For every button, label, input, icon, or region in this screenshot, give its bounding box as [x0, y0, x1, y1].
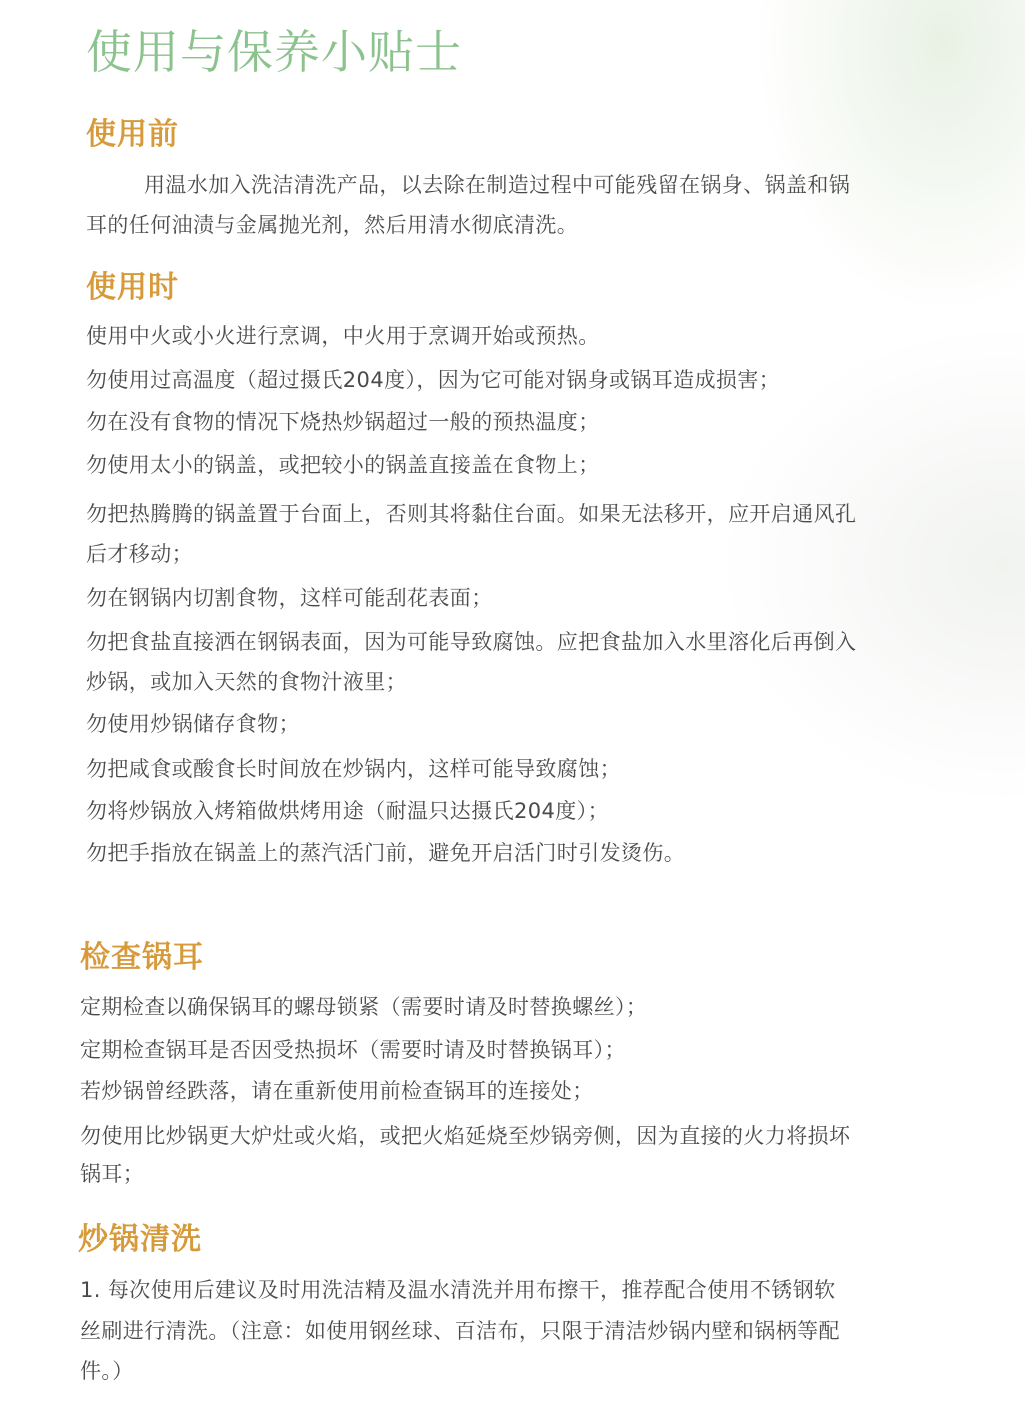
- text-line: 勿把咸食或酸食长时间放在炒锅内，这样可能导致腐蚀；: [86, 757, 621, 781]
- section-heading-during-use: 使用时: [86, 270, 179, 305]
- text-line: 勿在钢锅内切割食物，这样可能刮花表面；: [86, 586, 493, 610]
- text-line: 勿把食盐直接洒在钢锅表面，因为可能导致腐蚀。应把食盐加入水里溶化后再倒入: [86, 630, 857, 654]
- text-line: 锅耳；: [80, 1162, 145, 1186]
- text-line: 用温水加入洗洁清洗产品，以去除在制造过程中可能残留在锅身、锅盖和锅: [144, 173, 851, 197]
- text-line: 炒锅，或加入天然的食物汁液里；: [86, 670, 407, 694]
- text-line: 若炒锅曾经跌落，请在重新使用前检查锅耳的连接处；: [80, 1079, 594, 1103]
- section-heading-check-handles: 检查锅耳: [80, 940, 204, 975]
- text-line: 定期检查以确保锅耳的螺母锁紧（需要时请及时替换螺丝）；: [80, 995, 648, 1019]
- text-line: 勿把热腾腾的锅盖置于台面上，否则其将黏住台面。如果无法移开，应开启通风孔: [86, 502, 857, 526]
- text-line: 1. 每次使用后建议及时用洗洁精及温水清洗并用布擦干，推荐配合使用不锈钢软: [80, 1278, 836, 1302]
- text-line: 勿使用太小的锅盖，或把较小的锅盖直接盖在食物上；: [86, 453, 600, 477]
- text-line: 定期检查锅耳是否因受热损坏（需要时请及时替换锅耳）；: [80, 1038, 626, 1062]
- text-line: 勿将炒锅放入烤箱做烘烤用途（耐温只达摄氏204度）；: [86, 799, 609, 823]
- text-line: 丝刷进行清洗。（注意：如使用钢丝球、百洁布，只限于清洁炒锅内壁和锅柄等配: [80, 1319, 840, 1343]
- text-line: 勿把手指放在锅盖上的蒸汽活门前，避免开启活门时引发烫伤。: [86, 841, 686, 865]
- page-title: 使用与保养小贴士: [86, 25, 462, 79]
- text-line: 使用中火或小火进行烹调，中火用于烹调开始或预热。: [86, 324, 600, 348]
- text-line: 勿使用炒锅储存食物；: [86, 712, 300, 736]
- text-line: 勿在没有食物的情况下烧热炒锅超过一般的预热温度；: [86, 410, 600, 434]
- text-line: 耳的任何油渍与金属抛光剂，然后用清水彻底清洗。: [86, 213, 579, 237]
- text-line: 后才移动；: [86, 542, 193, 566]
- text-line: 件。）: [80, 1359, 134, 1383]
- text-line: 勿使用比炒锅更大炉灶或火焰，或把火焰延烧至炒锅旁侧，因为直接的火力将损坏: [80, 1124, 851, 1148]
- text-line: 勿使用过高温度（超过摄氏204度），因为它可能对锅身或锅耳造成损害；: [86, 368, 781, 392]
- section-heading-wok-cleaning: 炒锅清洗: [78, 1222, 202, 1257]
- section-heading-before-use: 使用前: [86, 117, 179, 152]
